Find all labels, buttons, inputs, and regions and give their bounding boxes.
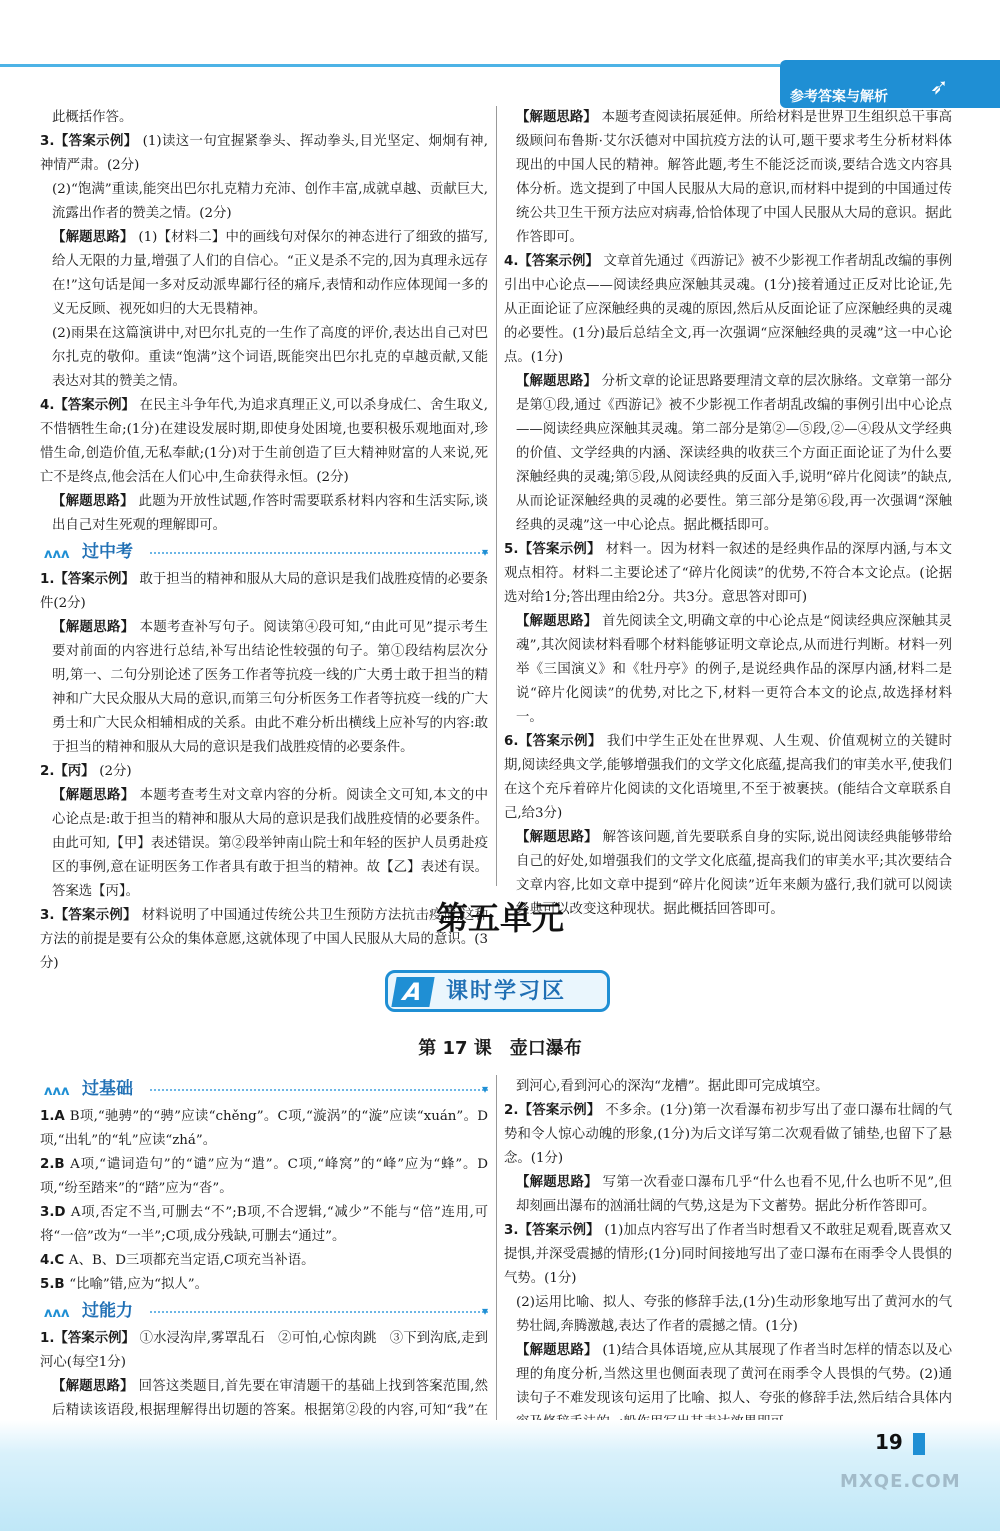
answer-tag: B	[54, 1277, 70, 1292]
question-number: 4.	[504, 254, 519, 269]
answer-paragraph	[40, 130, 488, 178]
answer-text: (1)读这一句宜握紧拳头、挥动拳头,目光坚定、炯炯有神,神情严肃。(2分)	[40, 134, 488, 173]
answer-paragraph	[504, 538, 952, 610]
answer-list	[504, 1075, 952, 1459]
answer-text: (2)雨果在这篇演讲中,对巴尔扎克的一生作了高度的评价,表达出自己对巴尔扎克的敬仰。重读“饱满”这个词语,既能突出巴尔扎克的卓越贡献,又能表达对其的赞美之情。	[52, 326, 488, 389]
answer-tag: 【答案示例】	[54, 134, 143, 149]
question-number: 5.	[40, 1277, 55, 1292]
answer-paragraph	[40, 226, 488, 322]
left-column-2	[40, 1075, 488, 1471]
answer-tag: 【解题思路】	[516, 614, 603, 629]
question-number: 5.	[504, 542, 519, 557]
answer-paragraph	[40, 322, 488, 394]
answer-text: 解答该问题,首先要联系自身的实际,说出阅读经典能够带给自己的好处,如增强我们的文学文化底蕴,提高我们的审美水平;其次要结合文章内容,比如文章中提到“碎片化阅读”近年来颇为盛行,我们就可以阅读经典可以改变这种现状。据此概括回答即可。	[516, 830, 952, 917]
section-header-gjc	[40, 1077, 488, 1103]
answer-text: 此题为开放性试题,作答时需要联系材料内容和生活实际,谈出自己对生死观的理解即可。	[52, 494, 488, 533]
section-label: 过基础	[82, 1079, 133, 1099]
unit-title: 第五单元	[435, 899, 564, 937]
answer-paragraph	[504, 106, 952, 250]
answer-text: 本题考查补写句子。阅读第④段可知,“由此可见”提示考生要对前面的内容进行总结,补写出结论性较强的句子。第①段结构层次分明,第一、二句分别论述了医务工作者等抗疫一线的广大勇士敢于担当的精神和广大民众服从大局的意识,而第三句分析医务工作者等抗疫一线的广大勇士和广大民众相辅相成的关系。由此不难分析出横线上应补写的内容:敢于担当的精神和服从大局的意识是我们战胜疫情的必要条件。	[52, 620, 488, 755]
page-number-text: 19	[875, 1430, 903, 1454]
watermark: MXQE.COM	[840, 1471, 961, 1492]
header-rule	[0, 64, 780, 67]
answer-text: B项,“驰骋”的“骋”应读“chěng”。C项,“漩涡”的“漩”应读“xuán”。D项,“出轧”的“轧”应读“zhá”。	[40, 1109, 489, 1148]
answer-tag: 【解题思路】	[52, 788, 140, 803]
question-number: 3.	[40, 1205, 55, 1220]
answer-tag: 【答案示例】	[54, 572, 140, 587]
answer-text: 文章首先通过《西游记》被不少影视工作者胡乱改编的事例引出中心论点——阅读经典应深触其灵魂。(1分)接着通过正反对比论证,先从正面论证了应深触经典的灵魂的原因,然后从反面论证了应深触经典的灵魂的必要性。(1分)最后总结全文,再一次强调“应深触经典的灵魂”这一中心论点。(1分)	[504, 254, 952, 365]
left-column	[40, 106, 488, 976]
answer-tag: 【解题思路】	[52, 230, 139, 245]
answer-tag: A	[54, 1109, 70, 1124]
section-header-gnl	[40, 1299, 488, 1325]
answer-tag: 【答案示例】	[54, 398, 140, 413]
answer-tag: 【答案示例】	[518, 1223, 605, 1238]
answer-tag: 【丙】	[54, 764, 100, 779]
answer-text: 不多余。(1分)第一次看瀑布初步写出了壶口瀑布壮阔的气势和令人惊心动魄的形象,(1分)为后文详写第二次观看做了铺垫,也留下了悬念。(1分)	[504, 1103, 953, 1166]
section-icon: ʌʌʌ	[44, 1306, 70, 1321]
answer-text: 首先阅读全文,明确文章的中心论点是“阅读经典应深触其灵魂”,其次阅读材料看哪个材料能够证明文章论点,从而进行判断。材料一列举《三国演义》和《牡丹亭》的例子,是说经典作品的深厚内涵,材料二是说“碎片化阅读”的优势,对比之下,材料一更符合本文的论点,故选择材料一。	[516, 614, 952, 725]
answer-tag: D	[54, 1205, 71, 1220]
zone-title: 课时学习区	[446, 979, 567, 1004]
answer-paragraph	[40, 784, 488, 904]
section-icon: ʌʌʌ	[44, 1084, 70, 1099]
answer-tag: 【答案示例】	[54, 908, 142, 923]
question-number: 3.	[40, 908, 55, 923]
answer-text: 分析文章的论证思路要理清文章的层次脉络。文章第一部分是第①段,通过《西游记》被不少影视工作者胡乱改编的事例引出中心论点——阅读经典应深触其灵魂。第二部分是第②—⑤段,②—④段从文学经典的价值、文学经典的内涵、深读经典的收获三个方面正面论证了为什么要深触经典的灵魂;第⑤段,从阅读经典的反面入手,说明“碎片化阅读”的缺点,从而论证深触经典的灵魂的必要性。第三部分是第⑥段,再一次强调“深触经典的灵魂”这一中心论点。据此概括即可。	[516, 374, 952, 533]
answer-text: A项,“谴词造句”的“谴”应为“遣”。C项,“峰窝”的“峰”应为“蜂”。D项,“纷至踏来”的“踏”应为“沓”。	[40, 1157, 488, 1196]
answer-paragraph	[40, 1327, 488, 1375]
answer-paragraph	[504, 1171, 952, 1219]
right-column-2	[504, 1075, 952, 1459]
answer-tag: 【解题思路】	[516, 110, 602, 125]
section-header-gzk	[40, 540, 488, 566]
question-number: 3.	[40, 134, 55, 149]
zone-letter: A	[391, 977, 434, 1007]
answer-paragraph	[40, 1105, 488, 1153]
question-number: 1.	[40, 1331, 55, 1346]
answer-paragraph	[40, 616, 488, 760]
answer-tag: 【解题思路】	[516, 830, 603, 845]
answer-text: ①水浸沟岸,雾罩乱石 ②可怕,心惊肉跳 ③下到沟底,走到河心(每空1分)	[40, 1331, 488, 1370]
answer-text: “比喻”错,应为“拟人”。	[69, 1277, 209, 1292]
answer-paragraph	[40, 568, 488, 616]
answer-text: 材料一。因为材料一叙述的是经典作品的深厚内涵,与本文观点相符。材料二主要论述了“碎片化阅读”的优势,不符合本文论点。(论据选对给1分;答出理由给2分。共3分。意思答对即可)	[504, 542, 952, 605]
answer-text: 此概括作答。	[52, 110, 133, 125]
question-number: 2.	[40, 764, 55, 779]
column-divider	[496, 1075, 497, 1420]
answer-tag: B	[54, 1157, 71, 1172]
answer-text: 在民主斗争年代,为追求真理正义,可以杀身成仁、舍生取义,不惜牺牲生命;(1分)在建设发展时期,即使身处困境,也要积极乐观地面对,珍惜生命,创造价值,无私奉献;(1分)对于生前创造了巨大精神财富的人来说,死亡不是终点,他会活在人们心中,生命获得永恒。(2分)	[40, 398, 488, 485]
answer-text: 材料说明了中国通过传统公共卫生预防方法抗击疫情,这种方法的前提是要有公众的集体意愿,这就体现了中国人民服从大局的意识。(3分)	[40, 908, 488, 971]
lesson-title: 第 17 课 壶口瀑布	[418, 1038, 582, 1059]
chevron-down-icon: ▾	[481, 1082, 488, 1096]
column-divider	[496, 106, 497, 886]
answer-list	[504, 106, 952, 922]
answer-text: (1)加点内容写出了作者当时想看又不敢驻足观看,既喜欢又提惧,并深受震撼的情形;(1分)同时间接地写出了壶口瀑布在雨季令人畏惧的气势。(1分)	[504, 1223, 952, 1286]
answer-list	[40, 1105, 488, 1297]
answer-text: A、B、D三项都充当定语,C项充当补语。	[68, 1253, 315, 1268]
study-zone-banner	[385, 970, 610, 1012]
question-number: 2.	[40, 1157, 55, 1172]
answer-text: 敢于担当的精神和服从大局的意识是我们战胜疫情的必要条件(2分)	[40, 572, 488, 611]
question-number: 6.	[504, 734, 519, 749]
answer-text: A项,否定不当,可删去“不”;B项,不合逻辑,“减少”不能与“倍”连用,可将“一倍”改为“一半”;C项,成分残缺,可删去“通过”。	[40, 1205, 488, 1244]
answer-tag: 【解题思路】	[516, 374, 602, 389]
answer-tag: 【解题思路】	[52, 494, 139, 509]
question-number: 4.	[40, 398, 55, 413]
question-number: 4.	[40, 1253, 55, 1268]
answer-paragraph	[40, 490, 488, 538]
answer-tag: 【答案示例】	[54, 1331, 140, 1346]
answer-text: 我们中学生正处在世界观、人生观、价值观树立的关键时期,阅读经典文学,能够增强我们的文学文化底蕴,提高我们的审美水平,使我们在这个充斥着碎片化阅读的文化语境里,不至于被裹挟。(能结合文章联系自己,给3分)	[504, 734, 952, 821]
rocket-icon: ➶	[930, 75, 949, 100]
answer-tag: 【答案示例】	[518, 1103, 606, 1118]
answer-text: 到河心,看到河心的深沟“龙槽”。据此即可完成填空。	[516, 1079, 829, 1094]
answer-paragraph	[504, 1291, 952, 1339]
answer-paragraph	[40, 1201, 488, 1249]
answer-paragraph	[40, 1249, 488, 1273]
answer-paragraph	[40, 178, 488, 226]
answer-text: (1)结合具体语境,应从其展现了作者当时怎样的情态以及心理的角度分析,当然这里也侧面表现了黄河在雨季令人畏惧的气势。(2)通读句子不难发现该句运用了比喻、拟人、夸张的修辞手法,然后结合具体内	[516, 1343, 952, 1406]
answer-paragraph	[504, 1219, 952, 1291]
answer-paragraph	[40, 1153, 488, 1201]
answer-tag: C	[54, 1253, 69, 1268]
question-number: 2.	[504, 1103, 519, 1118]
answer-paragraph	[504, 610, 952, 730]
section-label: 过中考	[82, 542, 133, 562]
section-label: 过能力	[82, 1301, 133, 1321]
answer-tag: 【答案示例】	[518, 254, 604, 269]
answer-text: 回答这类题目,首先要在审清题干的基础上找到答案范围,然后精读该语段,根据理解得出切题的答案。根据第②段的内容,可知“我”在	[52, 1379, 488, 1418]
question-number: 1.	[40, 572, 55, 587]
answer-paragraph	[504, 370, 952, 538]
header-title: 参考答案与解析	[790, 89, 888, 105]
chevron-down-icon: ▾	[481, 545, 488, 559]
section-icon: ʌʌʌ	[44, 547, 70, 562]
answer-tag: 【解题思路】	[52, 1379, 139, 1394]
answer-text: (2分)	[99, 764, 132, 779]
answer-paragraph	[40, 760, 488, 784]
answer-paragraph	[504, 250, 952, 370]
right-column	[504, 106, 952, 922]
answer-tag: 【解题思路】	[516, 1343, 603, 1358]
page-number	[875, 1425, 935, 1459]
answer-text: (2)运用比喻、拟人、夸张的修辞手法,(1分)生动形象地写出了黄河水的气势壮阔,奔腾激越,表达了作者的震撼之情。(1分)	[516, 1295, 952, 1334]
question-number: 3.	[504, 1223, 519, 1238]
answer-text: 本题考查阅读拓展延伸。所给材料是世界卫生组织总干事高级顾问布鲁斯·艾尔沃德对中国抗疫方法的认可,题干要求考生分析材料体现出的中国人民的精神。解答此题,考生不能泛泛而谈,要结合选文内容具体分析。选文提到了中国人民服从大局的意识,而材料中提到的中国通过传统公共卫生干预方法应对病毒,恰恰体现了中国人民服从大局的意识。据此作答即可。	[516, 110, 952, 245]
answer-tag: 【答案示例】	[518, 734, 607, 749]
answer-tag: 【解题思路】	[52, 620, 140, 635]
answer-paragraph	[40, 1273, 488, 1297]
answer-text: 写第一次看壶口瀑布几乎“什么也看不见,什么也听不见”,但却刻画出瀑布的汹涌壮阔的气势,这是为下文蓄势。据此分析作答即可。	[516, 1175, 952, 1214]
chevron-down-icon: ▾	[481, 1304, 488, 1318]
answer-paragraph	[40, 106, 488, 130]
question-number: 1.	[40, 1109, 55, 1124]
answer-paragraph	[504, 1075, 952, 1099]
answer-tag: 【答案示例】	[518, 542, 606, 557]
answer-text: (2)“饱满”重读,能突出巴尔扎克精力充沛、创作丰富,成就卓越、贡献巨大,流露出作者的赞美之情。(2分)	[52, 182, 488, 221]
answer-list	[40, 106, 488, 538]
answer-paragraph	[504, 1099, 952, 1171]
answer-paragraph	[504, 730, 952, 826]
answer-tag: 【解题思路】	[516, 1175, 603, 1190]
answer-text: (1)【材料二】中的画线句对保尔的神态进行了细致的描写,给人无限的力量,增强了人们的自信心。“正义是杀不完的,因为真理永远存在!”这句话是闻一多对反动派卑鄙行径的痛斥,表情和动作应体现闻一多的义无反顾、视死如归的大无畏精神。	[52, 230, 488, 317]
answer-text: 本题考查考生对文章内容的分析。阅读全文可知,本文的中心论点是:敢于担当的精神和服从大局的意识是我们战胜疫情的必要条件。由此可知,【甲】表述错误。第②段举钟南山院士和年轻的医护人员勇赴疫区的事例,意在证明医务工作者具有敢于担当的精神。故【乙】表述有误。答案选【丙】。	[52, 788, 488, 899]
answer-paragraph	[40, 394, 488, 490]
